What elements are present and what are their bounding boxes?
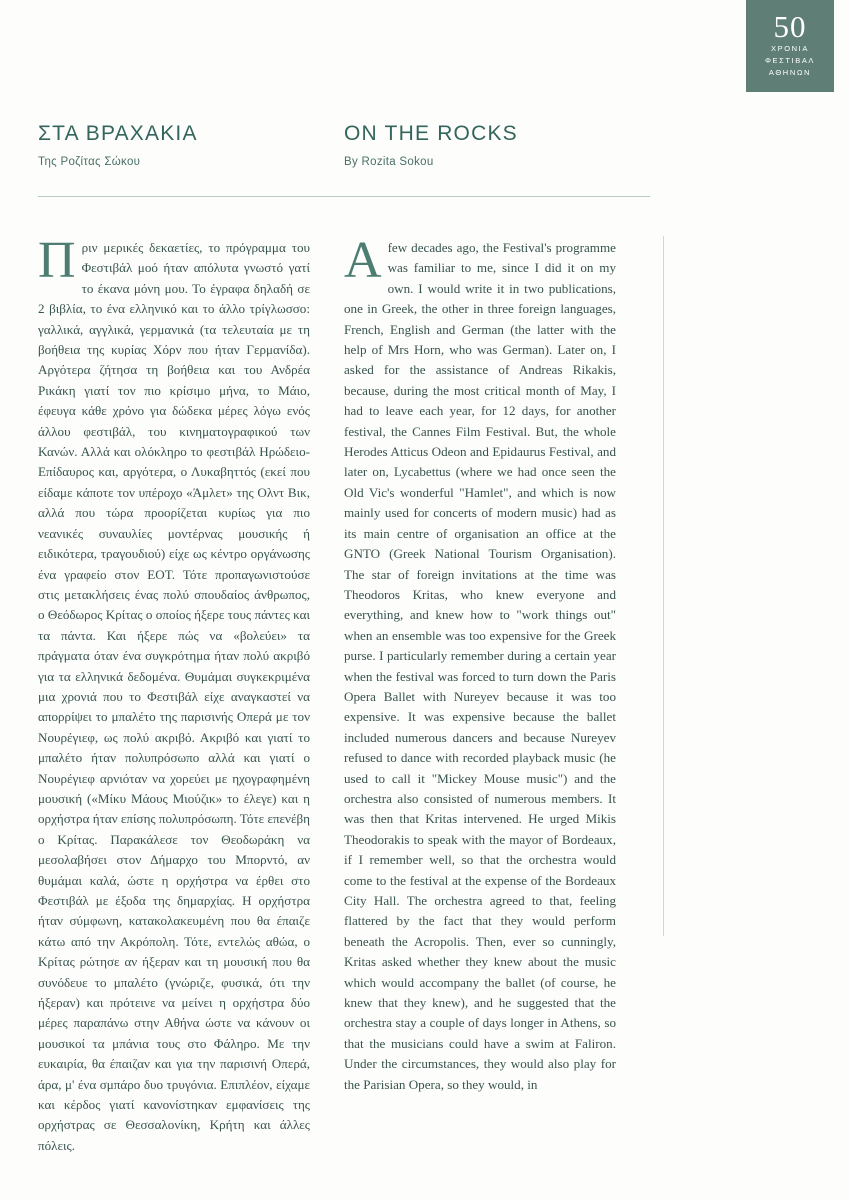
header-divider [38, 196, 650, 197]
greek-dropcap: Π [38, 232, 76, 289]
english-article-byline: By Rozita Sokou [344, 156, 434, 168]
right-margin-rule [663, 236, 664, 936]
english-body-text: few decades ago, the Festival's programme was familiar to me, since I did it on my own. I would write it in two publications, one in Greek, the other in three foreign languages, French, English and German (the latter with the help of Mrs Horn, who was German). Later on, I asked for the assistance of Andreas Rikakis, because, during the most critical month of May, I had to leave each year, for 12 days, for another festival, the Cannes Film Festival. But, the whole Herodes Atticus Odeon and Epidaurus Festival, and later on, Lycabettus (where we had once seen the Old Vic's wonderful "Hamlet", and which is now mainly used for concerts of modern music) had as its main centre of organisation an office at the GNTO (Greek National Tourism Organisation). The star of foreign invitations at the time was Theodoros Kritas, who knew everyone and everything, and knew how to "work things out" when an ensemble was too expensive for the Greek purse. I particularly remember during a certain year when the festival was forced to turn down the Paris Opera Ballet with Nureyev because it was too expensive. It was expensive because the ballet included numerous dancers and because Nureyev refused to dance with recorded playback music (he used to call it "Mickey Mouse music") and the orchestra also consisted of numerous members. It was then that Kritas intervened. He urged Mikis Theodorakis to speak with the mayor of Bordeaux, if I remember well, so that the orchestra would come to the festival at the expense of the Bordeaux City Hall. The orchestra agreed to that, feeling flattered by the fact that they would perform beneath the Acropolis. Then, ever so cunningly, Kritas asked whether they knew about the music which would accompany the ballet (of course, he knew that they knew), and he suggested that the orchestra stay a couple of days longer in Athens, so that the musicians could have a swim at Faliron. Under the circumstances, they would also play for the Parisian Opera, so they would, in [344, 240, 616, 1092]
logo-line-3: ΑΘΗΝΩΝ [768, 68, 812, 77]
english-article-title: ON THE ROCKS [344, 122, 518, 145]
logo-number: 50 [773, 9, 807, 44]
english-dropcap: A [344, 232, 382, 289]
greek-article-title: ΣΤΑ ΒΡΑΧΑΚΙΑ [38, 122, 198, 145]
greek-body-text: ριν μερικές δεκαετίες, το πρόγραμμα του Φεστιβάλ μοό ήταν απόλυτα γνωστό γατί το έκανα μόνη μου. Το έγραφα δηλαδή σε 2 βιβλία, το ένα ελληνικό και το άλλο τρίγλωσσο: γαλλικά, αγγλικά, γερμανικά (τα τελευταία με τη βοήθεια της κυρίας Χόρν που ήταν Γερμανίδα). Αργότερα ζήτησα τη βοήθεια και του Ανδρέα Ρικάκη γιατί τον πιο κρίσιμο μήνα, το Μάιο, έφευγα κάθε χρόνο για δώδεκα μέρες λόγω ενός άλλου φεστιβάλ, του κινηματογραφικού των Κανών. Αλλά και ολόκληρο το φεστιβάλ Ηρώδειο-Επίδαυρος και, αργότερα, ο Λυκαβηττός (εκεί που είδαμε κάποτε τον υπέροχο «Άμλετ» της Ολντ Βικ, αλλά που τώρα προορίζεται κυρίως για πιο νεανικές συναυλίες μοντέρνας μουσικής ή ειδικότερα, τραγουδιού) είχε ως κέντρο οργάνωσης ένα γραφείο στον ΕΟΤ. Τότε προπαγωνιστούσε στις μετακλήσεις ένας πολύ σπουδαίος άνθρωπος, ο Θεόδωρος Κρίτας ο οποίος ήξερε τους πάντες και τα πάντα. Και ήξερε πώς να «βολεύει» τα πράγματα όταν ένα συγκρότημα ήταν πολύ ακριβό για τα ελληνικά δεδομένα. Θυμάμαι συγκεκριμένα μια χρονιά που το Φεστιβάλ είχε αναγκαστεί να απορρίψει το μπαλέτο της παρισινής Οπερά με τον Νουρέγιεφ, ως πολύ ακριβό. Ακριβό και γιατί το μπαλέτο ήταν πολυπρόσωπο αλλά και γιατί ο Νουρέγιεφ αρνιόταν να χορεύει με ηχογραφημένη μουσική («Μίκυ Μάους Μιούζικ» το έλεγε) και η ορχήστρα ήταν επίσης πολυπρόσωπη. Τότε επενέβη ο Κρίτας. Παρακάλεσε τον Θεοδωράκη να μεσολαβήσει στον Δήμαρχο του Μπορντό, αν θυμάμαι καλά, ώστε η ορχήστρα να έρθει στο Φεστιβάλ με έξοδα της δημαρχίας. Η ορχήστρα ήταν σύμφωνη, κατακολακευμένη που θα έπαιζε κάτω από την Ακρόπολη. Τότε, εντελώς αθώα, ο Κρίτας ρώτησε αν ήξεραν και τη μουσική που θα συνόδευε το μπαλέτο (γνώριζε, φυσικά, ότι την ήξεραν) και πρότεινε να μείνει η ορχήστρα δύο μέρες παραπάνω στην Αθήνα ώστε να κάνουν οι μουσικοί τα μπάνια τους στο Φάληρο. Με την ευκαιρία, θα έπαιζαν και για την παρισινή Οπερά, άρα, μ' ένα σμπάρο δυο τρυγόνια. Επιπλέον, είχαμε και κέρδος γιατί κανονίστηκαν εμφανίσεις της ορχήστρας σε Θεσσαλονίκη, Κρήτη και άλλες πόλεις. [38, 240, 310, 1153]
english-heading-block [344, 122, 644, 168]
logo-line-1: ΧΡΟΝΙΑ [771, 44, 809, 53]
festival-logo-badge [746, 0, 834, 92]
greek-heading-block [38, 122, 308, 168]
greek-article-byline: Της Ροζίτας Σώκου [38, 156, 141, 168]
english-column [344, 232, 616, 1095]
logo-line-2: ΦΕΣΤΙΒΑΛ [764, 56, 816, 65]
greek-column [38, 232, 310, 1156]
